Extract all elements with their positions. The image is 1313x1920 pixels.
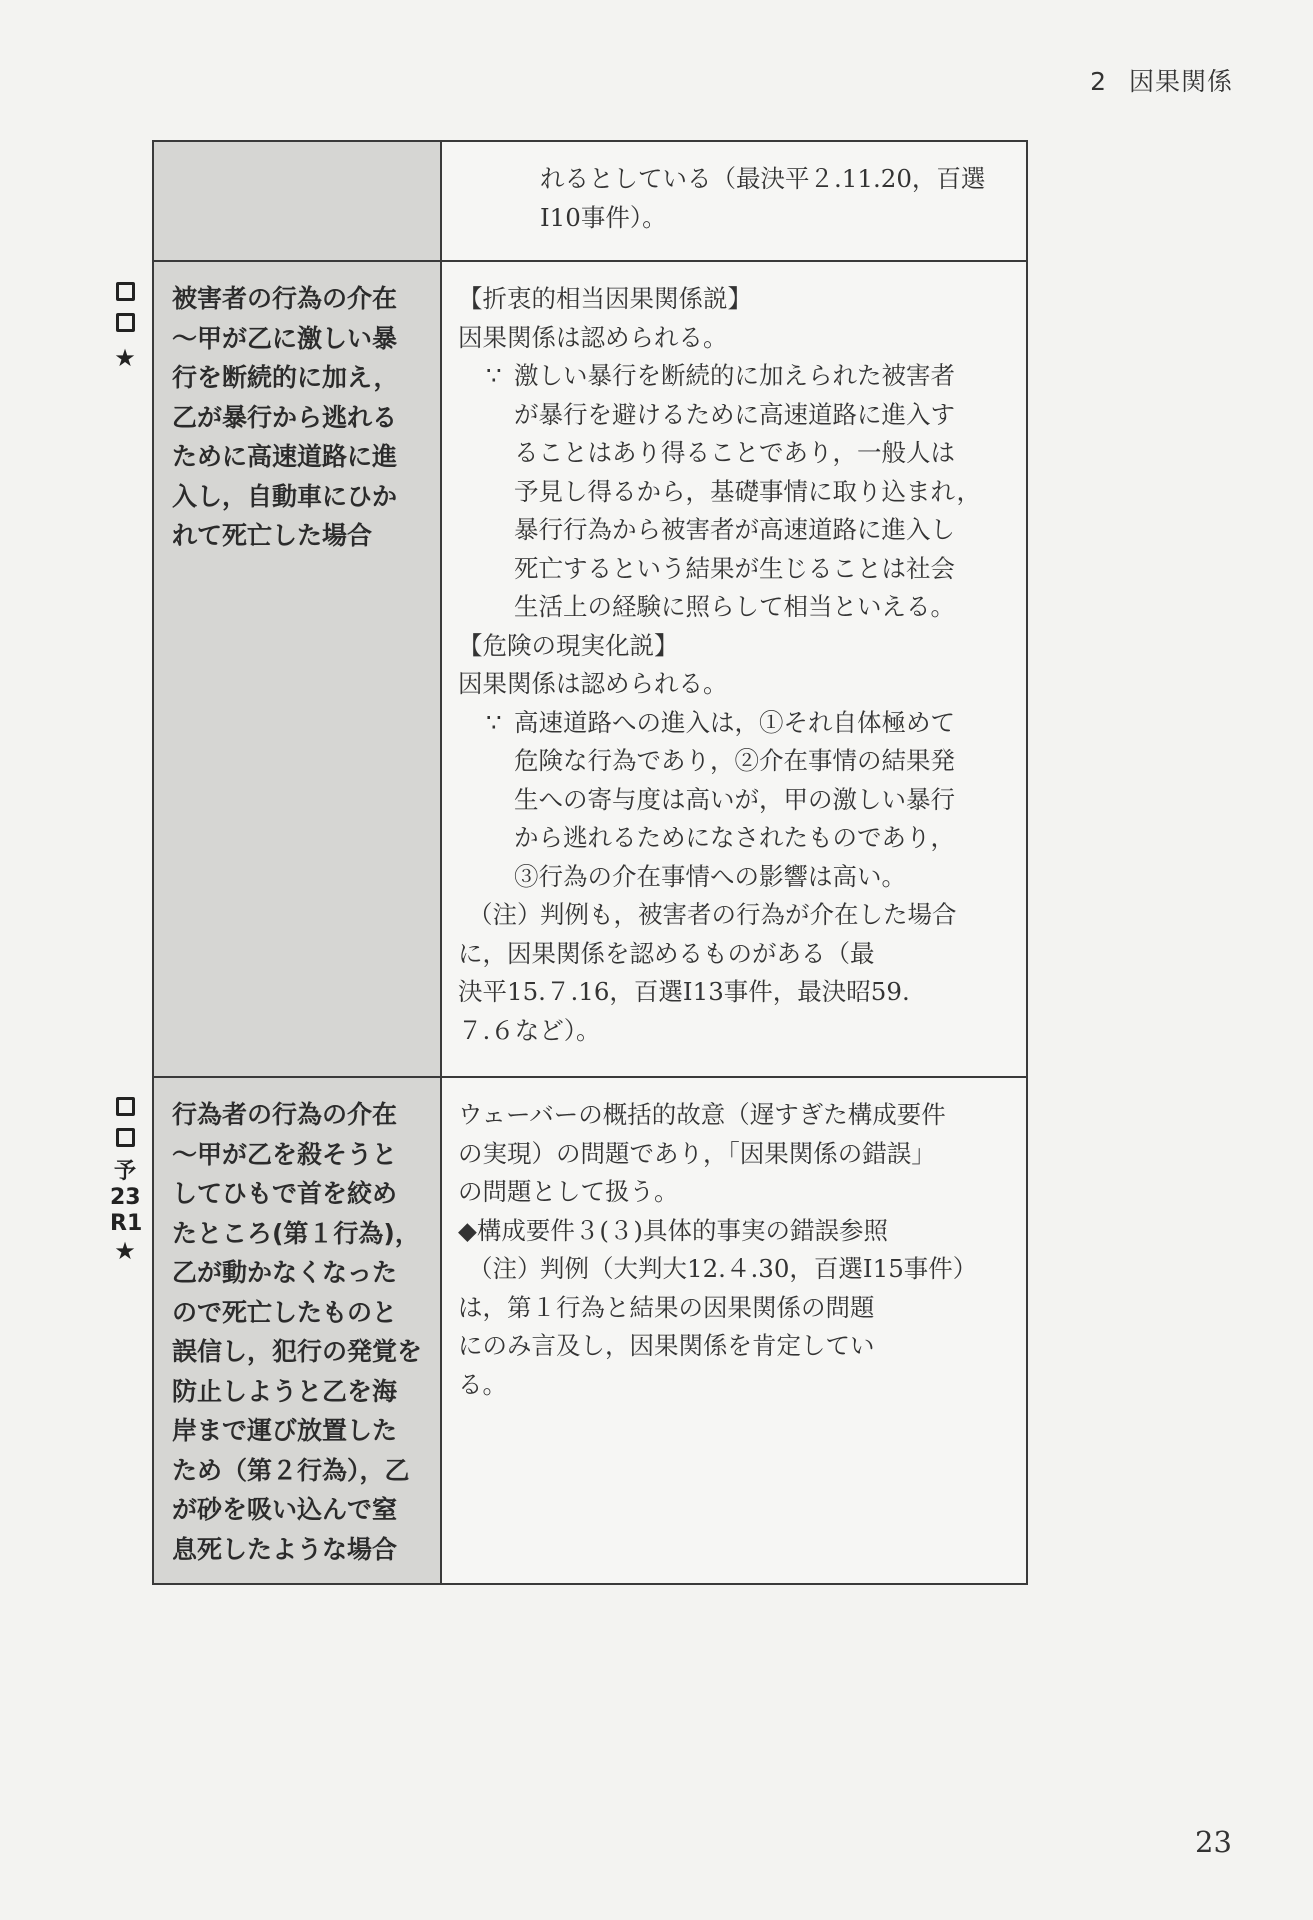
body-line: ウェーバーの概括的故意（遅すぎた構成要件 [458, 1100, 946, 1129]
case-line: 入し，自動車にひか [172, 481, 398, 511]
table-row [153, 261, 1027, 1077]
note-label: （注） [468, 1254, 542, 1283]
case-line: 被害者の行為の介在 [172, 284, 398, 313]
note-line: 判例（大判大12.４.30，百選Ⅰ15事件） [540, 1254, 978, 1283]
note-line: にのみ言及し，因果関係を肯定してい [458, 1331, 875, 1360]
table-row [153, 141, 1027, 261]
reason-line: ∵ 激しい暴行を断続的に加えられた被害者 [458, 357, 1012, 396]
reason-line: が暴行を避けるために高速道路に進入す [514, 399, 955, 429]
case-line: ～甲が乙を殺そうと [172, 1139, 398, 1169]
note-line: 決平15.７.16，百選Ⅰ13事件，最決昭59. [458, 977, 910, 1006]
case-line: 行為者の行為の介在 [172, 1100, 398, 1129]
star-icon: ★ [114, 1237, 136, 1265]
case-line: たところ(第１行為)， [172, 1218, 420, 1248]
because-mark: ∵ [486, 707, 502, 737]
checkbox-icon[interactable] [116, 1097, 135, 1116]
note-line: る。 [458, 1369, 507, 1399]
reason-line: 生への寄与度は高いが，甲の激しい暴行 [514, 784, 955, 814]
note-block [458, 896, 1012, 935]
case-line: れて死亡した場合 [172, 521, 373, 550]
case-line: 誤信し，犯行の発覚を [172, 1337, 423, 1366]
exam-mark-yo: 予 [113, 1159, 136, 1184]
reason-line: ③行為の介在事情への影響は高い。 [514, 861, 906, 891]
reason-line: 危険な行為であり，②介在事情の結果発 [514, 746, 955, 775]
note-label: （注） [468, 900, 542, 929]
theory-conclusion: 因果関係は認められる。 [458, 322, 728, 352]
case-line: 息死したような場合 [172, 1534, 398, 1564]
star-icon: ★ [114, 344, 136, 372]
case-line: 行を断続的に加え， [172, 363, 399, 392]
reason-line: 予見し得るから，基礎事情に取り込まれ， [514, 476, 981, 506]
check-marks-row2 [110, 282, 140, 372]
case-line: 乙が暴行から逃れる [172, 402, 398, 432]
continued-line: れるとしている（最決平２.11.20，百選 [540, 164, 986, 193]
case-line: ～甲が乙に激しい暴 [172, 323, 398, 353]
note-line: は，第１行為と結果の因果関係の問題 [458, 1292, 875, 1322]
explanation-cell [441, 141, 1027, 261]
case-line: ので死亡したものと [172, 1297, 398, 1327]
because-mark: ∵ [486, 361, 502, 390]
case-line: が砂を吸い込んで窒 [172, 1495, 398, 1524]
exam-mark-year: 23 [110, 1185, 141, 1210]
explanation-cell [441, 261, 1027, 1077]
theory-conclusion: 因果関係は認められる。 [458, 669, 728, 698]
cross-reference: ◆構成要件３(３)具体的事実の錯誤参照 [458, 1215, 888, 1245]
case-line: ため（第２行為），乙 [172, 1455, 410, 1485]
note-line: に，因果関係を認めるものがある（最 [458, 938, 875, 968]
checkbox-icon[interactable] [116, 1128, 135, 1147]
theory-heading: 【危険の現実化説】 [458, 630, 679, 660]
theory-heading: 【折衷的相当因果関係説】 [458, 284, 752, 313]
causation-table [152, 140, 1028, 1585]
table-row [153, 1077, 1027, 1584]
note-line: ７.６など）。 [458, 1015, 601, 1045]
continued-line: Ⅰ10事件）。 [540, 202, 667, 232]
reason-line: から逃れるためになされたものであり， [514, 823, 955, 852]
note-block [458, 1250, 1012, 1289]
explanation-cell [441, 1077, 1027, 1584]
running-header [1090, 62, 1233, 98]
case-cell [153, 261, 441, 1077]
body-line: の実現）の問題であり，「因果関係の錯誤」 [458, 1138, 936, 1168]
case-cell [153, 1077, 441, 1584]
case-line: 防止しようと乙を海 [172, 1376, 398, 1406]
check-marks-row3 [110, 1097, 143, 1265]
case-line: 乙が動かなくなった [172, 1258, 398, 1287]
case-line: ために高速道路に進 [172, 442, 398, 471]
checkbox-icon[interactable] [116, 282, 135, 301]
reason-line: 暴行行為から被害者が高速道路に進入し [514, 515, 955, 544]
case-line: してひもで首を絞め [172, 1179, 398, 1208]
reason-line: ることはあり得ることであり，一般人は [514, 438, 955, 467]
chapter-title: 因果関係 [1128, 67, 1233, 96]
case-line: 岸まで運び放置した [172, 1416, 398, 1445]
checkbox-icon[interactable] [116, 313, 135, 332]
exam-mark-r1: R1 [110, 1211, 143, 1236]
note-line: 判例も，被害者の行為が介在した場合 [540, 900, 957, 929]
case-cell [153, 141, 441, 261]
reason-line: 生活上の経験に照らして相当といえる。 [514, 592, 955, 621]
reason-line: 死亡するという結果が生じることは社会 [514, 553, 955, 583]
reason-line: ∵ 高速道路への進入は，①それ自体極めて [458, 704, 1012, 743]
page-number: 23 [1195, 1825, 1232, 1859]
body-line: の問題として扱う。 [458, 1177, 679, 1206]
chapter-number: 2 [1090, 67, 1107, 96]
